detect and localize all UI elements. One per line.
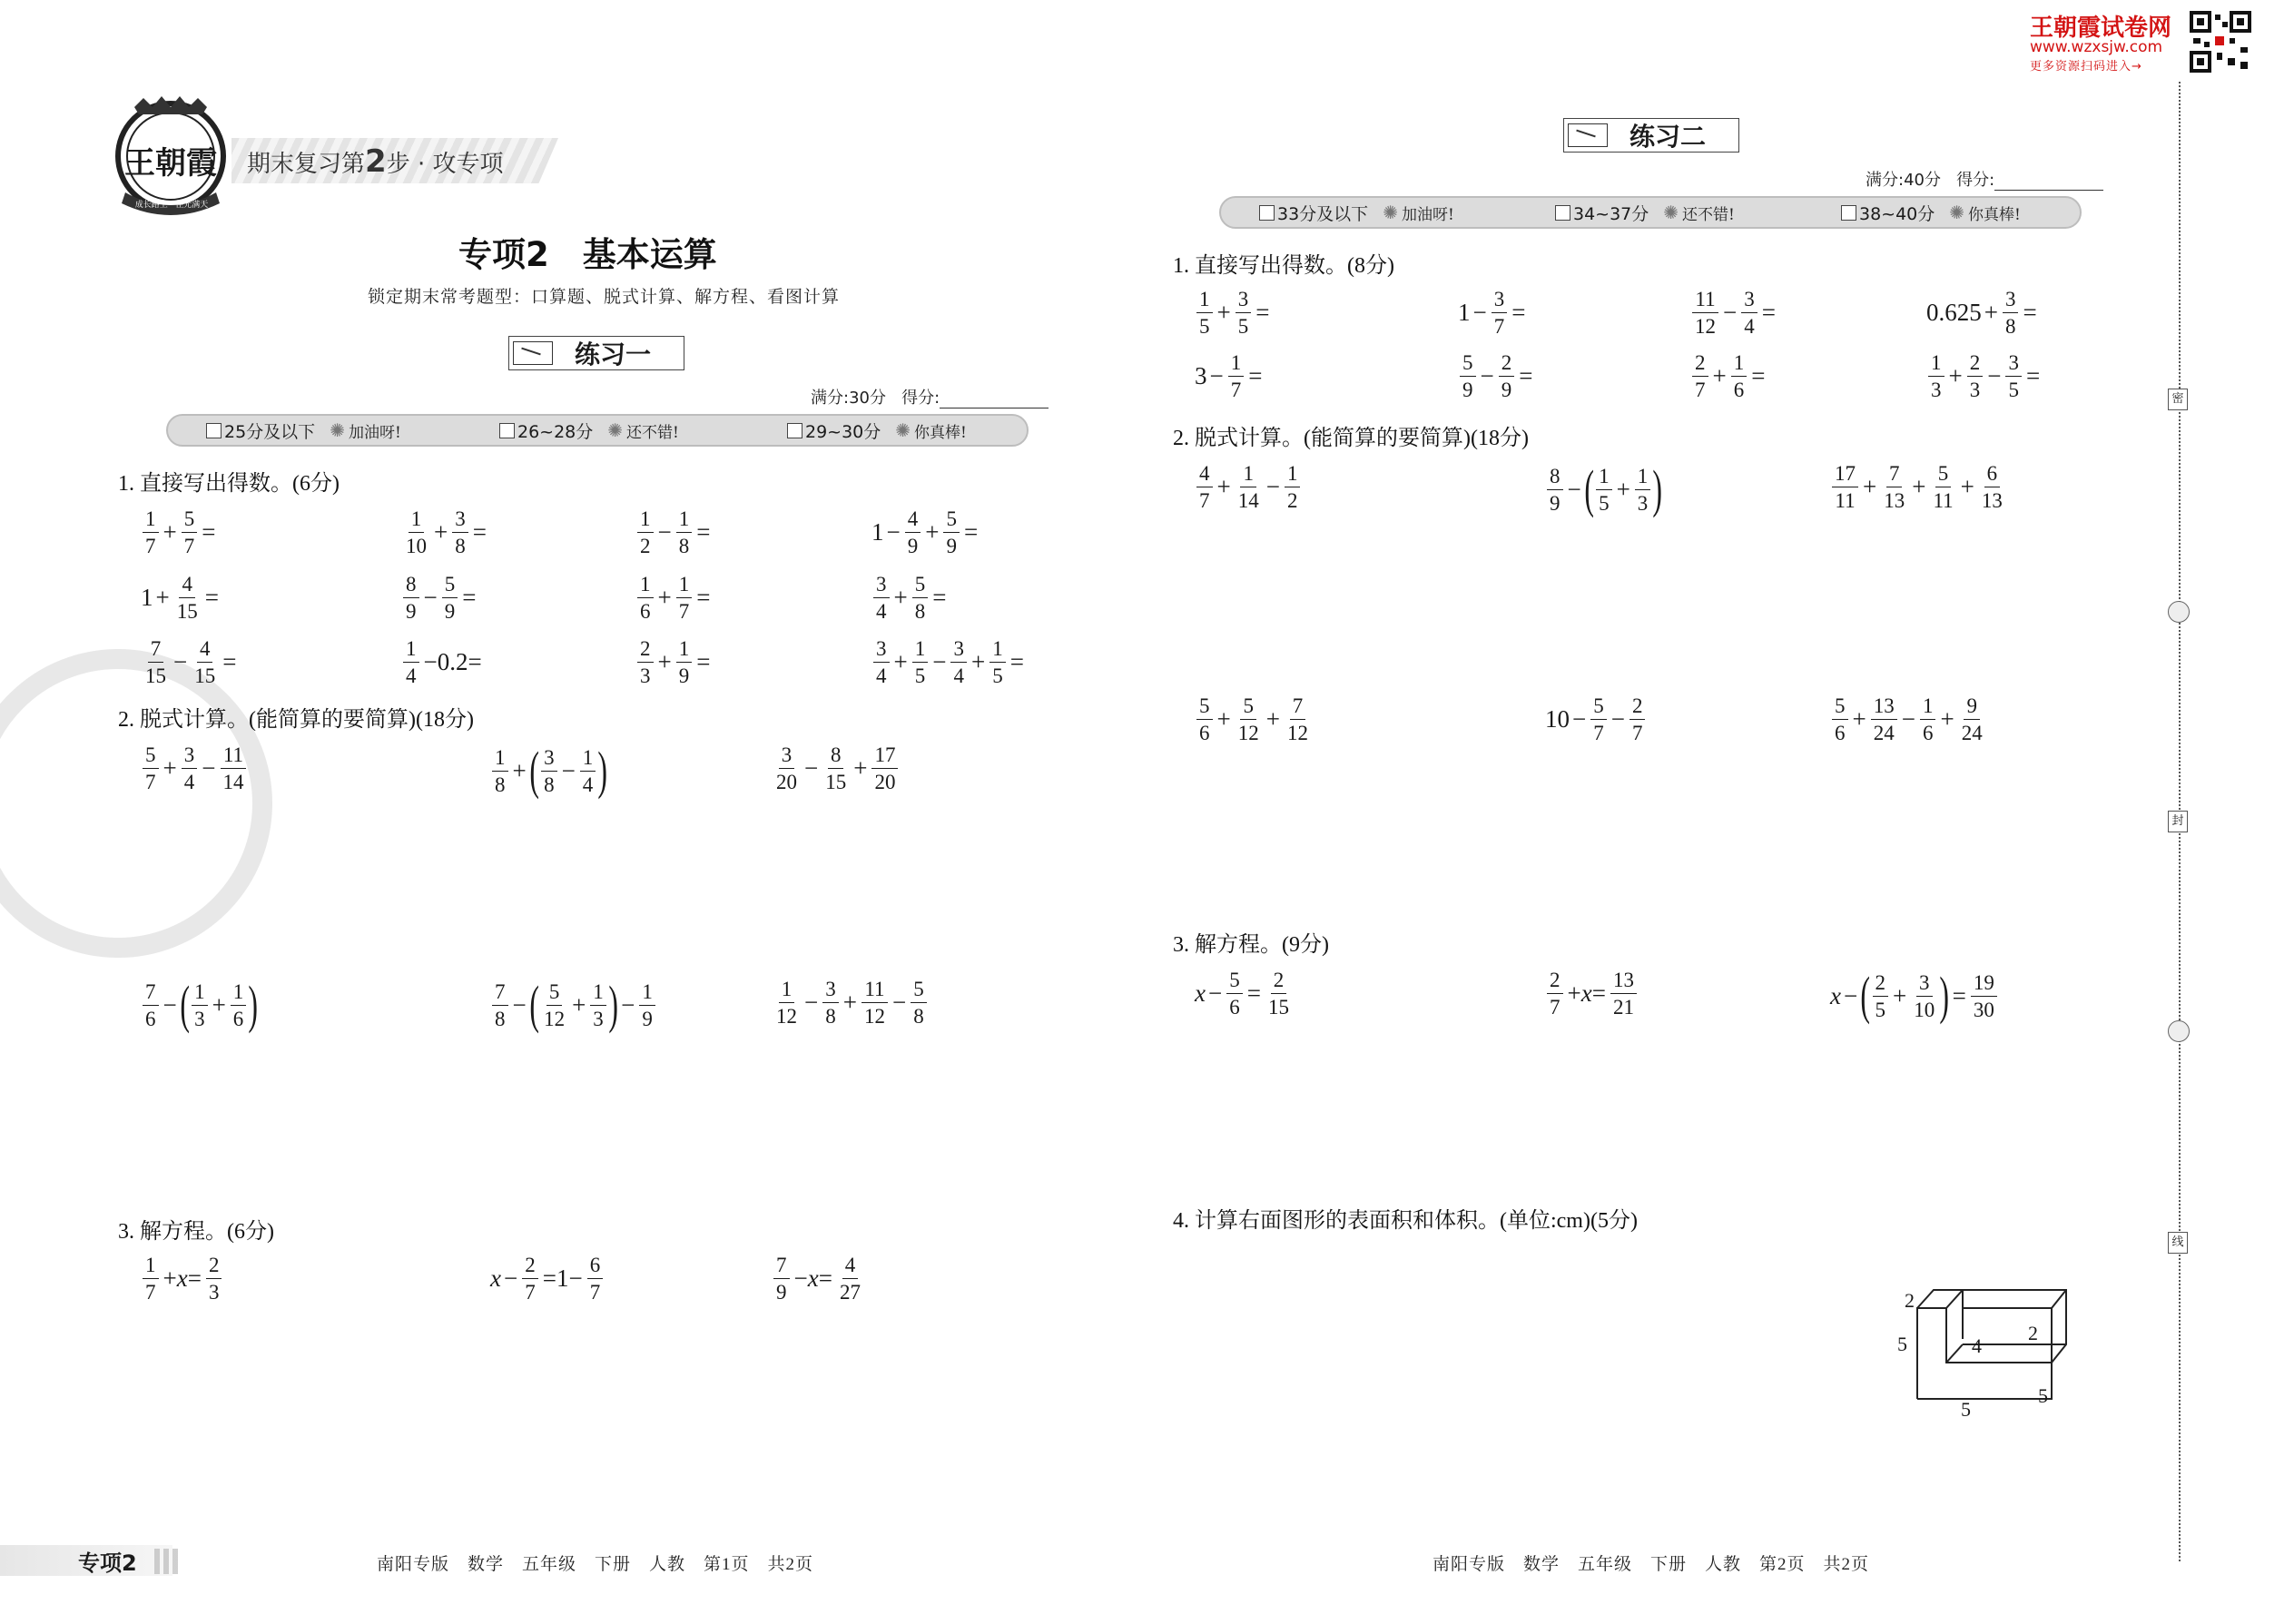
sparkle-icon: ✺ — [330, 419, 345, 441]
p2-q1-item: 1 − $\frac{3}{7}$ = — [1458, 288, 1526, 338]
p1-q2-item: $\frac{1}{12}$ − $\frac{3}{8}$ + $\frac{11}{12}$ − $\frac{5}{8}$ — [772, 979, 929, 1027]
page1-q2-title: 2. 脱式计算。(能简算的要简算)(18分) — [118, 708, 474, 732]
p1-q3-item: x − $\frac{2}{7}$ =1− $\frac{6}{7}$ — [490, 1255, 605, 1303]
p2-q1-item: $\frac{5}{9}$ − $\frac{2}{9}$ = — [1458, 352, 1535, 400]
header-suffix: 步 · 攻专项 — [386, 151, 504, 178]
page1-rating-3 — [787, 418, 967, 443]
p1-q2-item: $\frac{7}{8}$ − ( $\frac{5}{12}$ + $\frac{1}{3}$ ) − $\frac{1}{9}$ — [490, 979, 657, 1031]
rating-range: 25分及以下 — [224, 421, 316, 442]
rating-range: 33分及以下 — [1277, 203, 1369, 224]
page2-rating-bar — [1219, 196, 2082, 229]
pencil-icon — [1568, 123, 1608, 147]
checkbox[interactable] — [1841, 205, 1856, 221]
page1-score-line — [811, 385, 1049, 408]
rating-range: 29~30分 — [805, 421, 881, 442]
p2-q1-item: $\frac{1}{5}$ + $\frac{3}{5}$ = — [1195, 289, 1272, 337]
p1-q3-item: $\frac{7}{9}$ −x= $\frac{4}{27}$ — [772, 1255, 865, 1303]
p2-q1-item: $\frac{1}{3}$ + $\frac{2}{3}$ − $\frac{3}{5}$ = — [1926, 352, 2043, 400]
brand-logo — [107, 91, 234, 218]
p2-q3-item: $\frac{2}{7}$ +x= $\frac{13}{21}$ — [1545, 969, 1639, 1018]
p2-q2-item: $\frac{5}{6}$ + $\frac{13}{24}$ − $\frac{1}{6}$ + $\frac{9}{24}$ — [1830, 695, 1987, 743]
site-tagline: 更多资源扫码进入→ — [2030, 60, 2142, 74]
header-step: 2 — [365, 143, 387, 180]
header-prefix: 期末复习第 — [247, 151, 366, 178]
page2-footer: 南阳专版 数学 五年级 下册 人教 第2页 共2页 — [1433, 1555, 1870, 1574]
p1-q1-item: $\frac{1}{2}$ − $\frac{1}{8}$ = — [635, 508, 713, 556]
p1-q2-item: $\frac{1}{8}$ + ( $\frac{3}{8}$ − $\frac{1}{4}$ ) — [490, 744, 608, 797]
watermark-seal — [0, 649, 272, 958]
page2-rating-2 — [1555, 201, 1735, 225]
figure-label: 5 — [2038, 1384, 2048, 1407]
p1-q1-item: $\frac{7}{15}$ − $\frac{4}{15}$ = — [145, 637, 237, 687]
rating-text: 加油呀! — [1401, 205, 1454, 224]
page1-rating-bar — [166, 414, 1029, 447]
p2-q2-item: $\frac{5}{6}$ + $\frac{5}{12}$ + $\frac{7}{12}$ — [1195, 695, 1313, 743]
checkbox[interactable] — [206, 423, 222, 438]
page1-full-score: 满分:30分 — [811, 389, 886, 408]
header-title — [247, 143, 503, 180]
p1-q1-item: 1 + $\frac{4}{15}$ = — [141, 573, 219, 623]
page2-q4-title: 4. 计算右面图形的表面积和体积。(单位:cm)(5分) — [1173, 1209, 1638, 1233]
page1-practice-header — [508, 336, 684, 370]
p2-q3-item: x − ( $\frac{2}{5}$ + $\frac{3}{10}$ ) = $\frac{19}{30}$ — [1830, 969, 1999, 1022]
page2-practice-label: 练习二 — [1629, 122, 1707, 152]
page1-rating-2 — [499, 418, 679, 443]
p1-q3-item: $\frac{1}{7}$ +x= $\frac{2}{3}$ — [141, 1255, 223, 1303]
rating-text: 你真棒! — [914, 423, 967, 442]
sparkle-icon: ✺ — [1949, 202, 1965, 223]
p2-q3-item: x − $\frac{5}{6}$ = $\frac{2}{15}$ — [1195, 969, 1289, 1019]
rating-text: 你真棒! — [1968, 205, 2021, 224]
page2-q1-title: 1. 直接写出得数。(8分) — [1173, 254, 1394, 278]
page2-q2-title: 2. 脱式计算。(能简算的要简算)(18分) — [1173, 427, 1529, 450]
p1-q2-item: $\frac{3}{20}$ − $\frac{8}{15}$ + $\frac{17}{20}$ — [772, 744, 900, 792]
p1-q1-item: $\frac{1}{10}$ + $\frac{3}{8}$ = — [406, 507, 487, 557]
page2-full-score: 满分:40分 — [1866, 171, 1941, 190]
checkbox[interactable] — [499, 423, 515, 438]
footer-pattern-icon — [154, 1549, 182, 1574]
rating-text: 还不错! — [626, 423, 679, 442]
page2-score-blank[interactable] — [1994, 173, 2103, 191]
rating-text: 还不错! — [1682, 205, 1735, 224]
site-name: 王朝霞试卷网 — [2030, 15, 2172, 42]
sparkle-icon: ✺ — [1383, 202, 1398, 223]
page2-score-label: 得分: — [1956, 171, 1995, 190]
p1-q1-item: $\frac{2}{3}$ + $\frac{1}{9}$ = — [635, 638, 713, 686]
page2-rating-1 — [1259, 201, 1454, 225]
page1-subtitle: 锁定期末常考题型：口算题、脱式计算、解方程、看图计算 — [368, 287, 841, 307]
p2-q2-item: $\frac{4}{7}$ + $\frac{1}{14}$ − $\frac{1}{2}$ — [1195, 463, 1302, 511]
checkbox[interactable] — [787, 423, 802, 438]
p1-q1-item: $\frac{3}{4}$ + $\frac{5}{8}$ = — [871, 574, 949, 622]
figure-label: 2 — [2028, 1322, 2038, 1344]
p1-q2-item: $\frac{7}{6}$ − ( $\frac{1}{3}$ + $\frac{1}{6}$ ) — [141, 979, 259, 1031]
page2-q3-title: 3. 解方程。(9分) — [1173, 933, 1329, 957]
side-mark: 密 — [2168, 389, 2188, 410]
page1-rating-1 — [206, 418, 401, 443]
brand-logo-text: 王朝霞 — [124, 145, 217, 182]
page1-title: 专项2 基本运算 — [458, 235, 717, 274]
p2-q2-item: $\frac{17}{11}$ + $\frac{7}{13}$ + $\frac{5}{11}$ + $\frac{6}{13}$ — [1830, 463, 2007, 511]
p2-q2-item: $\frac{8}{9}$ − ( $\frac{1}{5}$ + $\frac{1}{3}$ ) — [1545, 463, 1663, 516]
page1-footer: 南阳专版 数学 五年级 下册 人教 第1页 共2页 — [377, 1555, 814, 1574]
site-url[interactable]: www.wzxsjw.com — [2030, 38, 2163, 56]
sparkle-icon: ✺ — [607, 419, 624, 441]
side-mark: 封 — [2168, 811, 2188, 832]
page2-rating-3 — [1841, 201, 2021, 225]
figure-label: 5 — [1961, 1398, 1971, 1421]
sparkle-icon: ✺ — [895, 419, 911, 441]
rating-text: 加油呀! — [348, 423, 401, 442]
page1-score-label: 得分: — [901, 389, 940, 408]
qr-code-icon[interactable] — [2190, 11, 2251, 73]
rating-range: 38~40分 — [1859, 203, 1935, 224]
sparkle-icon: ✺ — [1663, 202, 1679, 223]
side-mark: 线 — [2168, 1232, 2188, 1254]
p2-q1-item: 3 − $\frac{1}{7}$ = — [1195, 351, 1263, 401]
p2-q1-item: $\frac{11}{12}$ − $\frac{3}{4}$ = — [1690, 289, 1778, 337]
rating-range: 34~37分 — [1573, 203, 1649, 224]
p1-q1-item: 1 − $\frac{4}{9}$ + $\frac{5}{9}$ = — [871, 507, 979, 557]
pencil-icon — [513, 341, 553, 365]
brand-logo-ribbon: 成长路上 · 佳光满天 — [134, 201, 209, 210]
p1-q1-item: $\frac{1}{7}$ + $\frac{5}{7}$ = — [141, 508, 218, 556]
figure-label: 4 — [1972, 1334, 1982, 1357]
p2-q1-item: 0.625 + $\frac{3}{8}$ = — [1926, 288, 2037, 338]
p2-q2-item: 10 − $\frac{5}{7}$ − $\frac{2}{7}$ — [1545, 695, 1647, 743]
p1-q1-item: $\frac{8}{9}$ − $\frac{5}{9}$ = — [401, 574, 478, 622]
page1-q1-title: 1. 直接写出得数。(6分) — [118, 472, 340, 496]
page1-practice-label: 练习一 — [575, 340, 652, 369]
figure-label: 5 — [1897, 1333, 1907, 1355]
binding-hole-icon — [2168, 601, 2190, 623]
p1-q1-item: $\frac{1}{6}$ + $\frac{1}{7}$ = — [635, 574, 713, 622]
checkbox[interactable] — [1555, 205, 1570, 221]
page1-footer-tab-label: 专项2 — [78, 1550, 137, 1576]
page1-score-blank[interactable] — [940, 391, 1049, 408]
p2-q1-item: $\frac{2}{7}$ + $\frac{1}{6}$ = — [1690, 352, 1767, 400]
p1-q2-item: $\frac{5}{7}$ + $\frac{3}{4}$ − $\frac{11}{14}$ — [141, 744, 248, 792]
binding-hole-icon — [2168, 1020, 2190, 1042]
p1-q1-item: $\frac{3}{4}$ + $\frac{1}{5}$ − $\frac{3}{4}$ + $\frac{1}{5}$ = — [871, 638, 1027, 686]
page2-score-line — [1866, 167, 2103, 191]
p1-q1-item: $\frac{1}{4}$ −0.2= — [401, 638, 485, 686]
page2-practice-header — [1563, 118, 1739, 153]
checkbox[interactable] — [1259, 205, 1275, 221]
rating-range: 26~28分 — [517, 421, 594, 442]
page1-q3-title: 3. 解方程。(6分) — [118, 1220, 274, 1244]
figure-label: 2 — [1905, 1289, 1915, 1312]
